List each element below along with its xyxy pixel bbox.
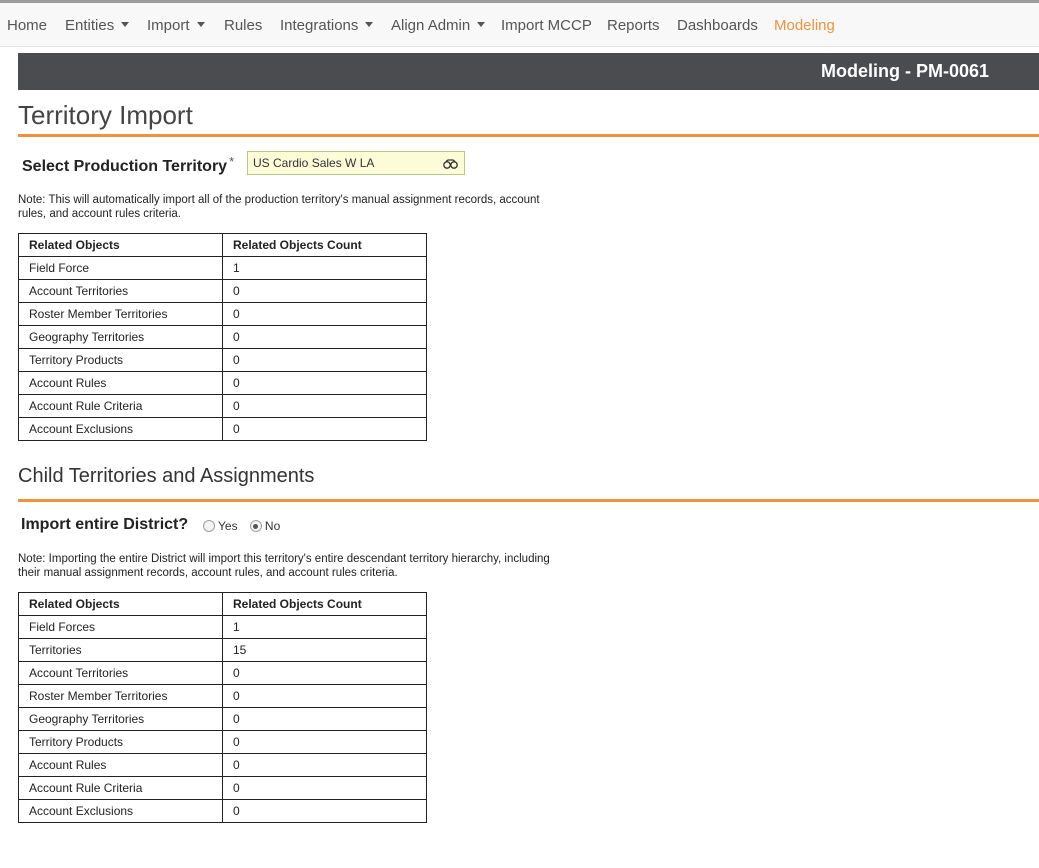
column-header: Related Objects [19, 234, 223, 257]
chevron-down-icon [197, 22, 205, 27]
section-divider [18, 134, 1039, 137]
nav-home[interactable]: Home [7, 17, 48, 34]
related-object-count: 0 [223, 326, 427, 349]
section-divider [18, 499, 1039, 502]
related-object-count: 0 [223, 395, 427, 418]
related-object-name: Account Exclusions [19, 800, 223, 823]
related-object-count: 0 [223, 708, 427, 731]
related-object-count: 0 [223, 349, 427, 372]
page-title: Modeling - PM-0061 [820, 61, 989, 81]
table-row [19, 418, 427, 441]
related-object-name: Geography Territories [19, 708, 223, 731]
table-row [19, 800, 427, 823]
page-title-bar [18, 53, 1039, 90]
nav-entities-label: Entities [65, 17, 115, 34]
related-object-count: 0 [223, 280, 427, 303]
related-object-count: 15 [223, 639, 427, 662]
nav-import-label: Import [147, 17, 190, 34]
territory-import-note: Note: This will automatically import all of the production territory's manual assignment records, account rules, and account rules criteria. [18, 194, 540, 220]
related-object-name: Geography Territories [19, 326, 223, 349]
nav-entities[interactable] [65, 17, 129, 34]
import-district-no-radio[interactable] [250, 520, 262, 532]
related-object-name: Roster Member Territories [19, 303, 223, 326]
binoculars-icon[interactable] [443, 158, 458, 172]
related-object-name: Account Rule Criteria [19, 395, 223, 418]
table-row [19, 326, 427, 349]
chevron-down-icon [121, 22, 129, 27]
column-header: Related Objects Count [223, 593, 427, 616]
nav-align-admin-label: Align Admin [391, 17, 471, 34]
related-object-count: 0 [223, 303, 427, 326]
related-object-count: 0 [223, 800, 427, 823]
related-object-name: Territory Products [19, 349, 223, 372]
nav-dashboards[interactable]: Dashboards [677, 17, 758, 34]
table-row [19, 395, 427, 418]
related-object-name: Account Rules [19, 372, 223, 395]
nav-align-admin[interactable] [391, 17, 485, 34]
related-object-name: Account Rules [19, 754, 223, 777]
column-header: Related Objects [19, 593, 223, 616]
radio-label-no: No [264, 519, 281, 533]
import-district-question: Import entire District? [21, 516, 189, 533]
child-related-objects-table [18, 592, 427, 823]
related-object-name: Account Territories [19, 662, 223, 685]
table-row [19, 639, 427, 662]
nav-modeling[interactable]: Modeling [774, 17, 835, 34]
production-territory-label [22, 154, 234, 176]
related-object-name: Account Territories [19, 280, 223, 303]
nav-integrations-label: Integrations [280, 17, 359, 34]
production-territory-label-text: Select Production Territory [22, 158, 228, 175]
nav-import[interactable] [147, 17, 205, 34]
related-object-name: Territories [19, 639, 223, 662]
top-navbar [0, 3, 1039, 47]
territory-related-objects-table [18, 233, 427, 441]
related-object-name: Account Exclusions [19, 418, 223, 441]
related-object-count: 0 [223, 777, 427, 800]
related-object-count: 0 [223, 685, 427, 708]
radio-label-yes: Yes [218, 519, 238, 533]
related-object-count: 0 [223, 754, 427, 777]
table-row [19, 731, 427, 754]
nav-rules[interactable]: Rules [224, 17, 263, 34]
table-header-row [19, 234, 427, 257]
related-object-name: Field Forces [19, 616, 223, 639]
production-territory-value: US Cardio Sales W LA [253, 156, 375, 170]
related-object-count: 0 [223, 418, 427, 441]
related-object-name: Account Rule Criteria [19, 777, 223, 800]
table-row [19, 616, 427, 639]
chevron-down-icon [365, 22, 373, 27]
table-row [19, 708, 427, 731]
related-object-count: 0 [223, 662, 427, 685]
nav-integrations[interactable] [280, 17, 373, 34]
table-row [19, 280, 427, 303]
related-object-count: 0 [223, 731, 427, 754]
related-object-name: Territory Products [19, 731, 223, 754]
table-header-row [19, 593, 427, 616]
table-row [19, 685, 427, 708]
production-territory-lookup[interactable] [247, 151, 465, 175]
related-object-name: Field Force [19, 257, 223, 280]
table-row [19, 257, 427, 280]
import-district-radio-group [203, 519, 289, 533]
related-object-count: 1 [223, 257, 427, 280]
table-row [19, 349, 427, 372]
import-district-yes-radio[interactable] [203, 520, 215, 532]
table-row [19, 754, 427, 777]
nav-import-mccp[interactable]: Import MCCP [501, 17, 592, 34]
required-marker: * [229, 154, 235, 169]
table-row [19, 303, 427, 326]
nav-reports[interactable]: Reports [607, 17, 660, 34]
child-territories-note: Note: Importing the entire District will import this territory's entire descendant territory hierarchy, including their manual assignment records, account rules, and account rules criteria. [18, 553, 550, 579]
related-object-name: Roster Member Territories [19, 685, 223, 708]
related-object-count: 0 [223, 372, 427, 395]
chevron-down-icon [477, 22, 485, 27]
related-object-count: 1 [223, 616, 427, 639]
column-header: Related Objects Count [223, 234, 427, 257]
table-row [19, 777, 427, 800]
territory-import-heading: Territory Import [18, 100, 193, 130]
table-row [19, 372, 427, 395]
table-row [19, 662, 427, 685]
child-territories-heading: Child Territories and Assignments [18, 465, 315, 487]
